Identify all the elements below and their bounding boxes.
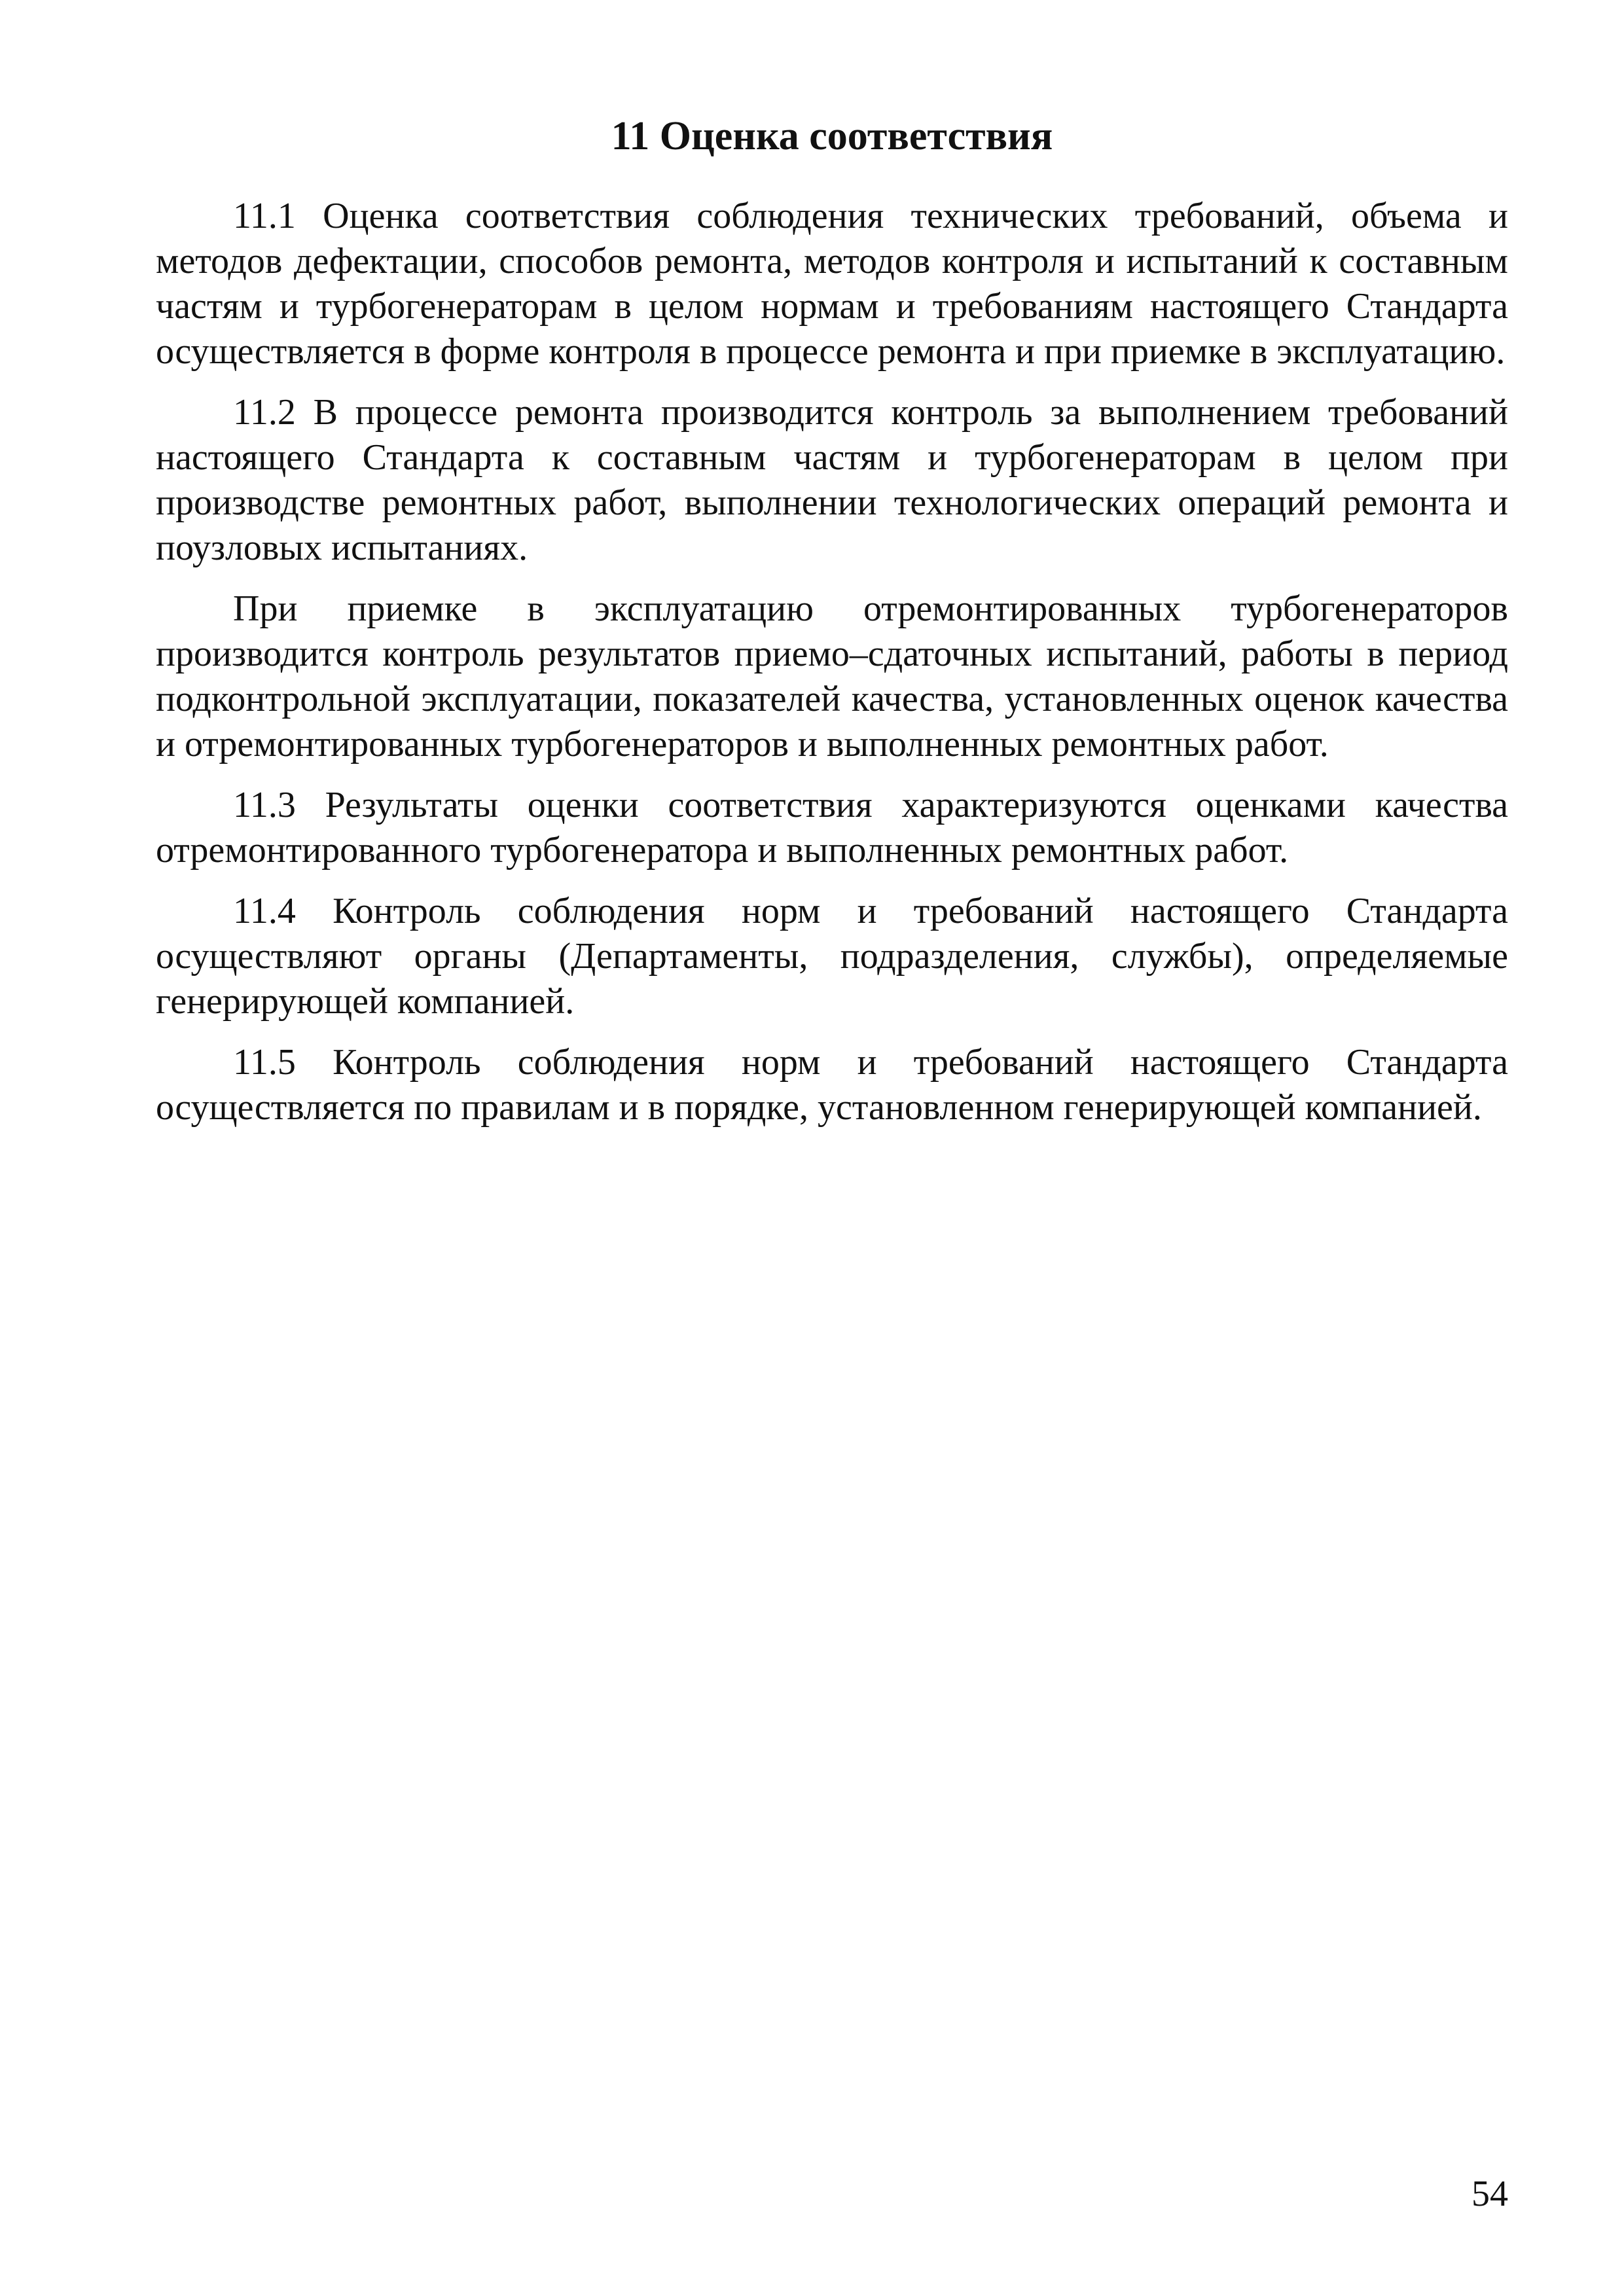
section-title: 11 Оценка соответствия	[611, 114, 1053, 158]
paragraph-11-2-acceptance: При приемке в эксплуатацию отремонтированных турбогенераторов производится контроль результатов приемо–сдаточных испытаний, работы в период подконтрольной эксплуатации, показателей качества, установленных оценок качества и отремонтированных турбогенераторов и выполненных ремонтных работ.	[156, 588, 1508, 764]
paragraph-11-5: 11.5 Контроль соблюдения норм и требований настоящего Стандарта осуществляется по правилам и в порядке, установленном генерирующей компанией.	[156, 1042, 1508, 1128]
paragraph-11-1: 11.1 Оценка соответствия соблюдения технических требований, объема и методов дефектации, способов ремонта, методов контроля и испытаний к составным частям и турбогенераторам в целом нормам и требованиям настоящего Стандарта осуществляется в форме контроля в процессе ремонта и при приемке в эксплуатацию.	[156, 196, 1508, 372]
paragraph-11-3: 11.3 Результаты оценки соответствия характеризуются оценками качества отремонтированного турбогенератора и выполненных ремонтных работ.	[156, 785, 1508, 870]
paragraph-11-4: 11.4 Контроль соблюдения норм и требований настоящего Стандарта осуществляют органы (Департаменты, подразделения, службы), определяемые генерирующей компанией.	[156, 891, 1508, 1022]
section-body	[156, 194, 1508, 1146]
paragraph-11-2: 11.2 В процессе ремонта производится контроль за выполнением требований настоящего Стандарта к составным частям и турбогенераторам в целом при производстве ремонтных работ, выполнении технологических операций ремонта и поузловых испытаниях.	[156, 392, 1508, 568]
page-number: 54	[1471, 2174, 1508, 2214]
